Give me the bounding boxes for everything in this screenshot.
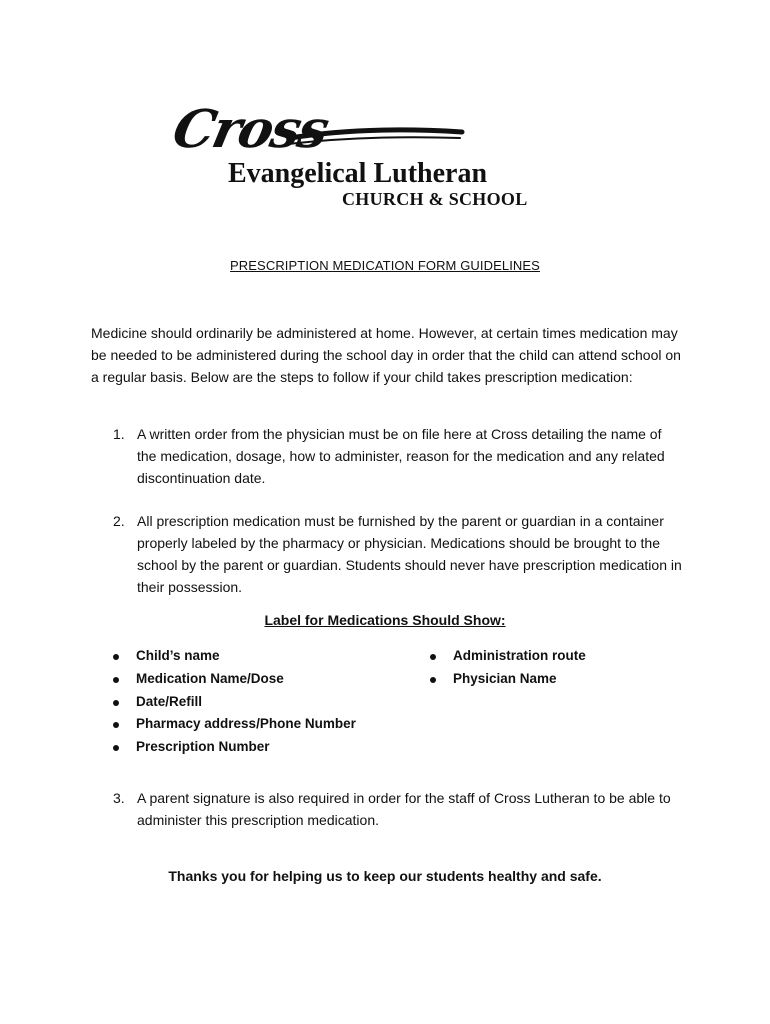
list-item-label: Administration route — [453, 648, 586, 663]
list-item — [110, 645, 356, 668]
list-item-label: Physician Name — [453, 670, 557, 686]
list-item-label: Child’s name — [136, 648, 220, 663]
bullet-icon — [113, 700, 119, 706]
list-item — [427, 668, 586, 691]
bullet-icon — [113, 654, 119, 660]
step-text: All prescription medication must be furnished by the parent or guardian in a container properly labeled by the pharmacy or physician. Medications should be brought to the school by the parent or guardian. Students should never have prescription medication in their possession. — [137, 513, 682, 595]
bullet-icon — [113, 722, 119, 728]
bullet-icon — [113, 745, 119, 751]
list-item-label: Date/Refill — [136, 693, 203, 709]
church-logo — [167, 99, 600, 210]
list-item-label: Medication Name/Dose — [136, 670, 284, 686]
step-text: A parent signature is also required in order for the staff of Cross Lutheran to be able to administer this prescription medication. — [137, 790, 671, 828]
list-item-label: Prescription Number — [136, 739, 270, 754]
intro-paragraph: Medicine should ordinarily be administered at home. However, at certain times medication may be needed to be administered during the school day in order that the child can attend school on a regular basis. Below are the steps to follow if your child takes prescription medication: — [91, 325, 681, 385]
list-item — [427, 645, 586, 668]
step-text: A written order from the physician must be on file here at Cross detailing the name of the medication, dosage, how to administer, reason for the medication and any related discontinuation date. — [137, 426, 665, 486]
list-item-label: Pharmacy address/Phone Number — [136, 716, 356, 732]
label-heading: Label for Medications Should Show: — [264, 612, 506, 628]
closing-message: Thanks you for helping us to keep our students healthy and safe. — [168, 868, 602, 884]
document-title: PRESCRIPTION MEDICATION FORM GUIDELINES — [230, 258, 540, 273]
list-item — [110, 668, 356, 691]
list-item — [110, 691, 356, 714]
logo-org-name: Evangelical Lutheran — [228, 158, 488, 189]
bullet-icon — [430, 677, 436, 683]
label-list-right — [427, 645, 586, 691]
logo-script-word: Cross — [167, 99, 333, 160]
bullet-icon — [113, 677, 119, 683]
step-number: 2. — [113, 513, 125, 529]
logo-org-subtitle: CHURCH & SCHOOL — [342, 189, 528, 209]
bullet-icon — [430, 654, 436, 660]
list-item — [110, 713, 356, 736]
step-number: 1. — [113, 426, 125, 442]
list-item — [110, 736, 356, 759]
label-list-left — [110, 645, 356, 759]
step-number: 3. — [113, 790, 125, 806]
